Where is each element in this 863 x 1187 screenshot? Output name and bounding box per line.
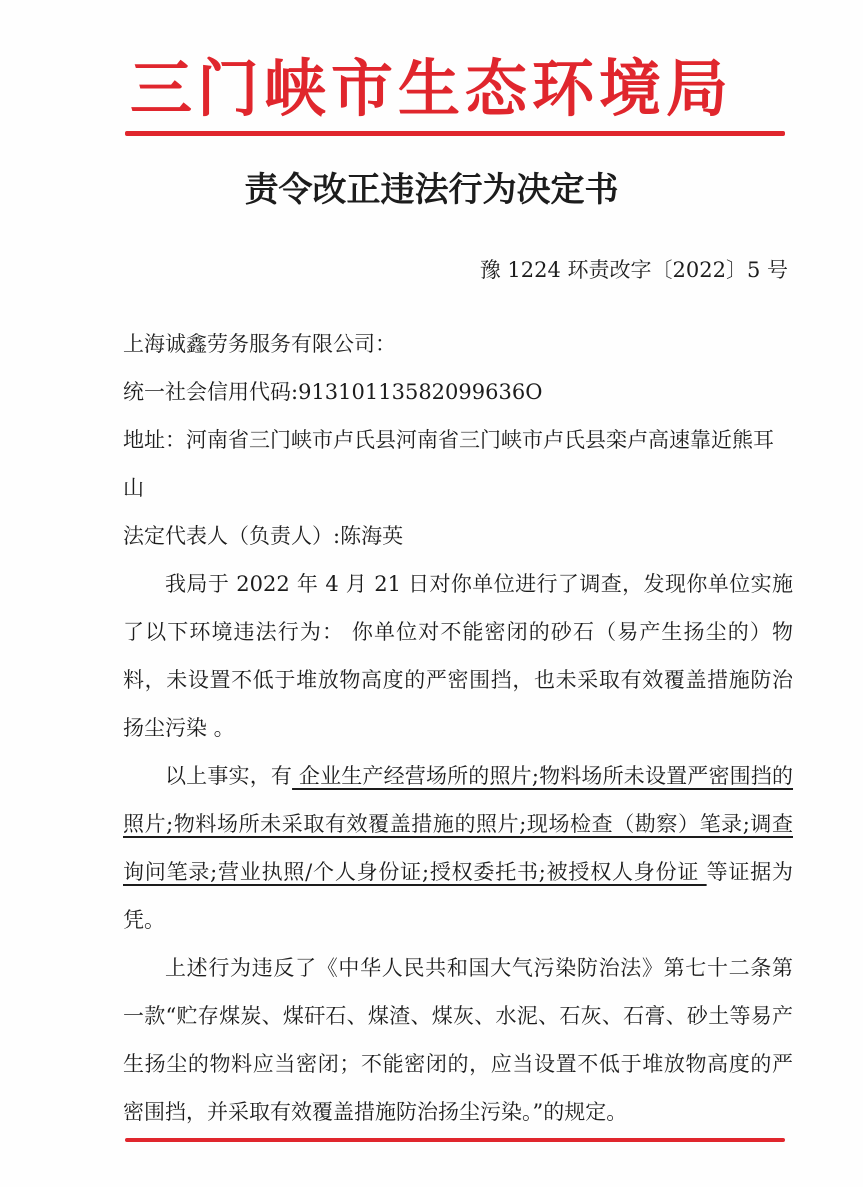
paragraph-findings: 我局于 2022 年 4 月 21 日对你单位进行了调查，发现你单位实施了以下环境违法行为： 你单位对不能密闭的砂石（易产生扬尘的）物料，未设置不低于堆放物高度的严密围挡，也未采取有效覆盖措施防治扬尘污染 。 [123,572,793,740]
evidence-suffix: 等证据为凭。 [123,860,793,932]
evidence-list: 企业生产经营场所的照片;物料场所未设置严密围挡的照片;物料场所未采取有效覆盖措施的照片;现场检查（勘察）笔录;调查询问笔录;营业执照/个人身份证;授权委托书;被授权人身份证 [123,764,794,884]
recipient-name: 上海诚鑫劳务服务有限公司： [123,332,396,356]
document-body [123,320,793,1136]
document-number: 豫 1224 环责改字〔2022〕5 号 [479,258,788,282]
legal-representative: 法定代表人（负责人）:陈海英 [123,524,404,548]
paragraph-evidence [123,752,793,944]
header-divider [125,131,785,136]
footer-divider [125,1138,785,1142]
paragraph-violation: 上述行为违反了《中华人民共和国大气污染防治法》第七十二条第一款“贮存煤炭、煤矸石、煤渣、煤灰、水泥、石灰、石膏、砂土等易产生扬尘的物料应当密闭；不能密闭的，应当设置不低于堆放物高度的严密围挡，并采取有效覆盖措施防治扬尘污染。”的规定。 [123,956,793,1124]
address: 地址：河南省三门峡市卢氏县河南省三门峡市卢氏县栾卢高速靠近熊耳山 [123,428,774,500]
agency-header: 三门峡市生态环境局 [129,52,733,125]
evidence-prefix: 以上事实，有 [165,764,293,788]
credit-code: 统一社会信用代码:91310113582099636O [123,380,543,404]
document-title: 责令改正违法行为决定书 [244,170,619,210]
